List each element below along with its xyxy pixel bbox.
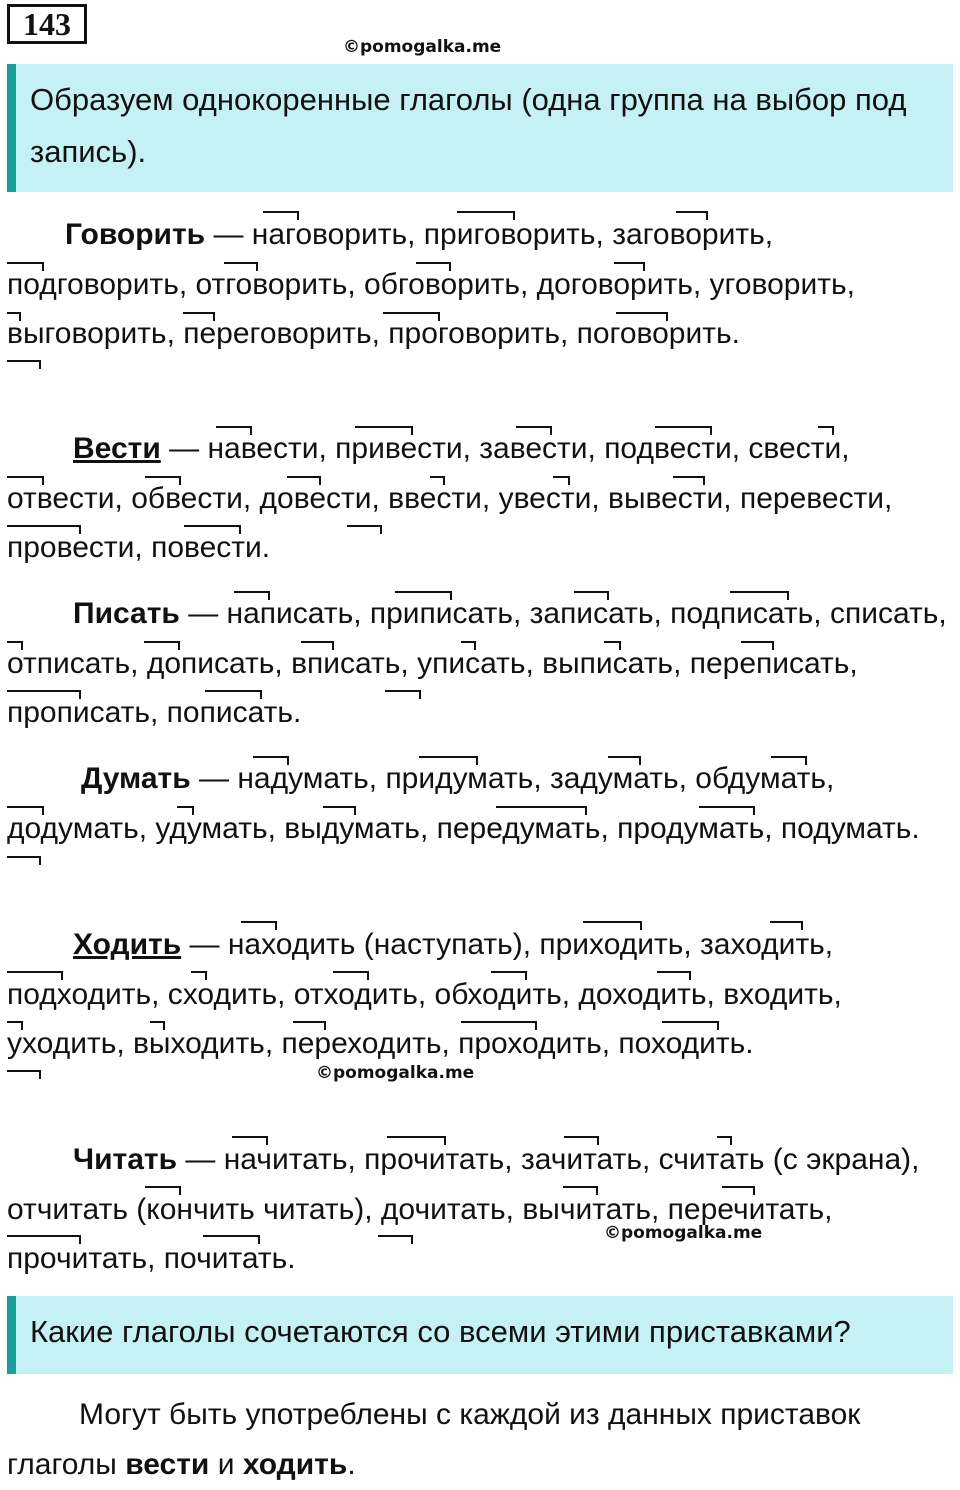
group-words: начитать, прочитать, зачитать, считать (с экрана), отчитать (кончить читать), дочитать, вычитать, перечитать, прочитать, почитать. [7, 1143, 920, 1275]
exercise-number: 143 [7, 4, 87, 44]
answer-verb: ходить [242, 1448, 348, 1481]
watermark: ©pomogalka.me [343, 37, 502, 57]
task-text: Образуем однокоренные глаголы (одна группа на выбор под запись). [30, 82, 907, 169]
group-dumat [7, 754, 947, 853]
group-khodit [7, 920, 947, 1069]
group-dash: — [181, 928, 228, 961]
group-pisat [7, 589, 947, 738]
task-header [7, 1296, 953, 1374]
group-verb: Писать [73, 597, 180, 630]
group-words: наговорить, приговорить, заговорить, подговорить, отговорить, обговорить, договорить, уговорить, выговорить, переговорить, проговорить, поговорить. [7, 218, 855, 350]
group-verb: Говорить [65, 218, 206, 251]
watermark: ©pomogalka.me [604, 1223, 763, 1243]
group-verb: Думать [81, 762, 191, 795]
group-dash: — [160, 432, 208, 465]
answer-and: и [217, 1448, 235, 1481]
group-dash: — [190, 762, 238, 795]
group-words: навести, привести, завести, подвести, свести, отвести, обвести, довести, ввести, увести, вывести, перевести, провести, повести. [7, 432, 893, 564]
group-words: находить (наступать), приходить, заходить, подходить, сходить, отходить, обходить, доходить, входить, уходить, выходить, переходить, проходить, походить. [7, 928, 842, 1060]
group-verb: Вести [73, 432, 161, 465]
task-header [7, 64, 953, 192]
answer-text: Могут быть употреблены с каждой из данных приставок глаголы [7, 1398, 861, 1481]
group-words: надумать, придумать, задумать, обдумать, додумать, удумать, выдумать, передумать, продумать, подумать. [7, 762, 920, 845]
group-dash: — [205, 218, 252, 251]
group-dash: — [177, 1143, 224, 1176]
group-vesti [7, 424, 947, 573]
answer-verb: вести [125, 1448, 210, 1481]
answer-paragraph [7, 1390, 947, 1490]
task-text: Какие глаголы сочетаются со всеми этими приставками? [30, 1314, 851, 1349]
group-dash: — [179, 597, 227, 630]
group-govorit [7, 210, 947, 359]
group-verb: Ходить [73, 928, 182, 961]
group-verb: Читать [73, 1143, 178, 1176]
group-chitat [7, 1135, 947, 1284]
answer-end: . [347, 1448, 356, 1481]
watermark: ©pomogalka.me [316, 1063, 475, 1083]
group-words: написать, приписать, записать, подписать, списать, отписать, дописать, вписать, уписать, выписать, переписать, прописать, пописать. [7, 597, 947, 729]
